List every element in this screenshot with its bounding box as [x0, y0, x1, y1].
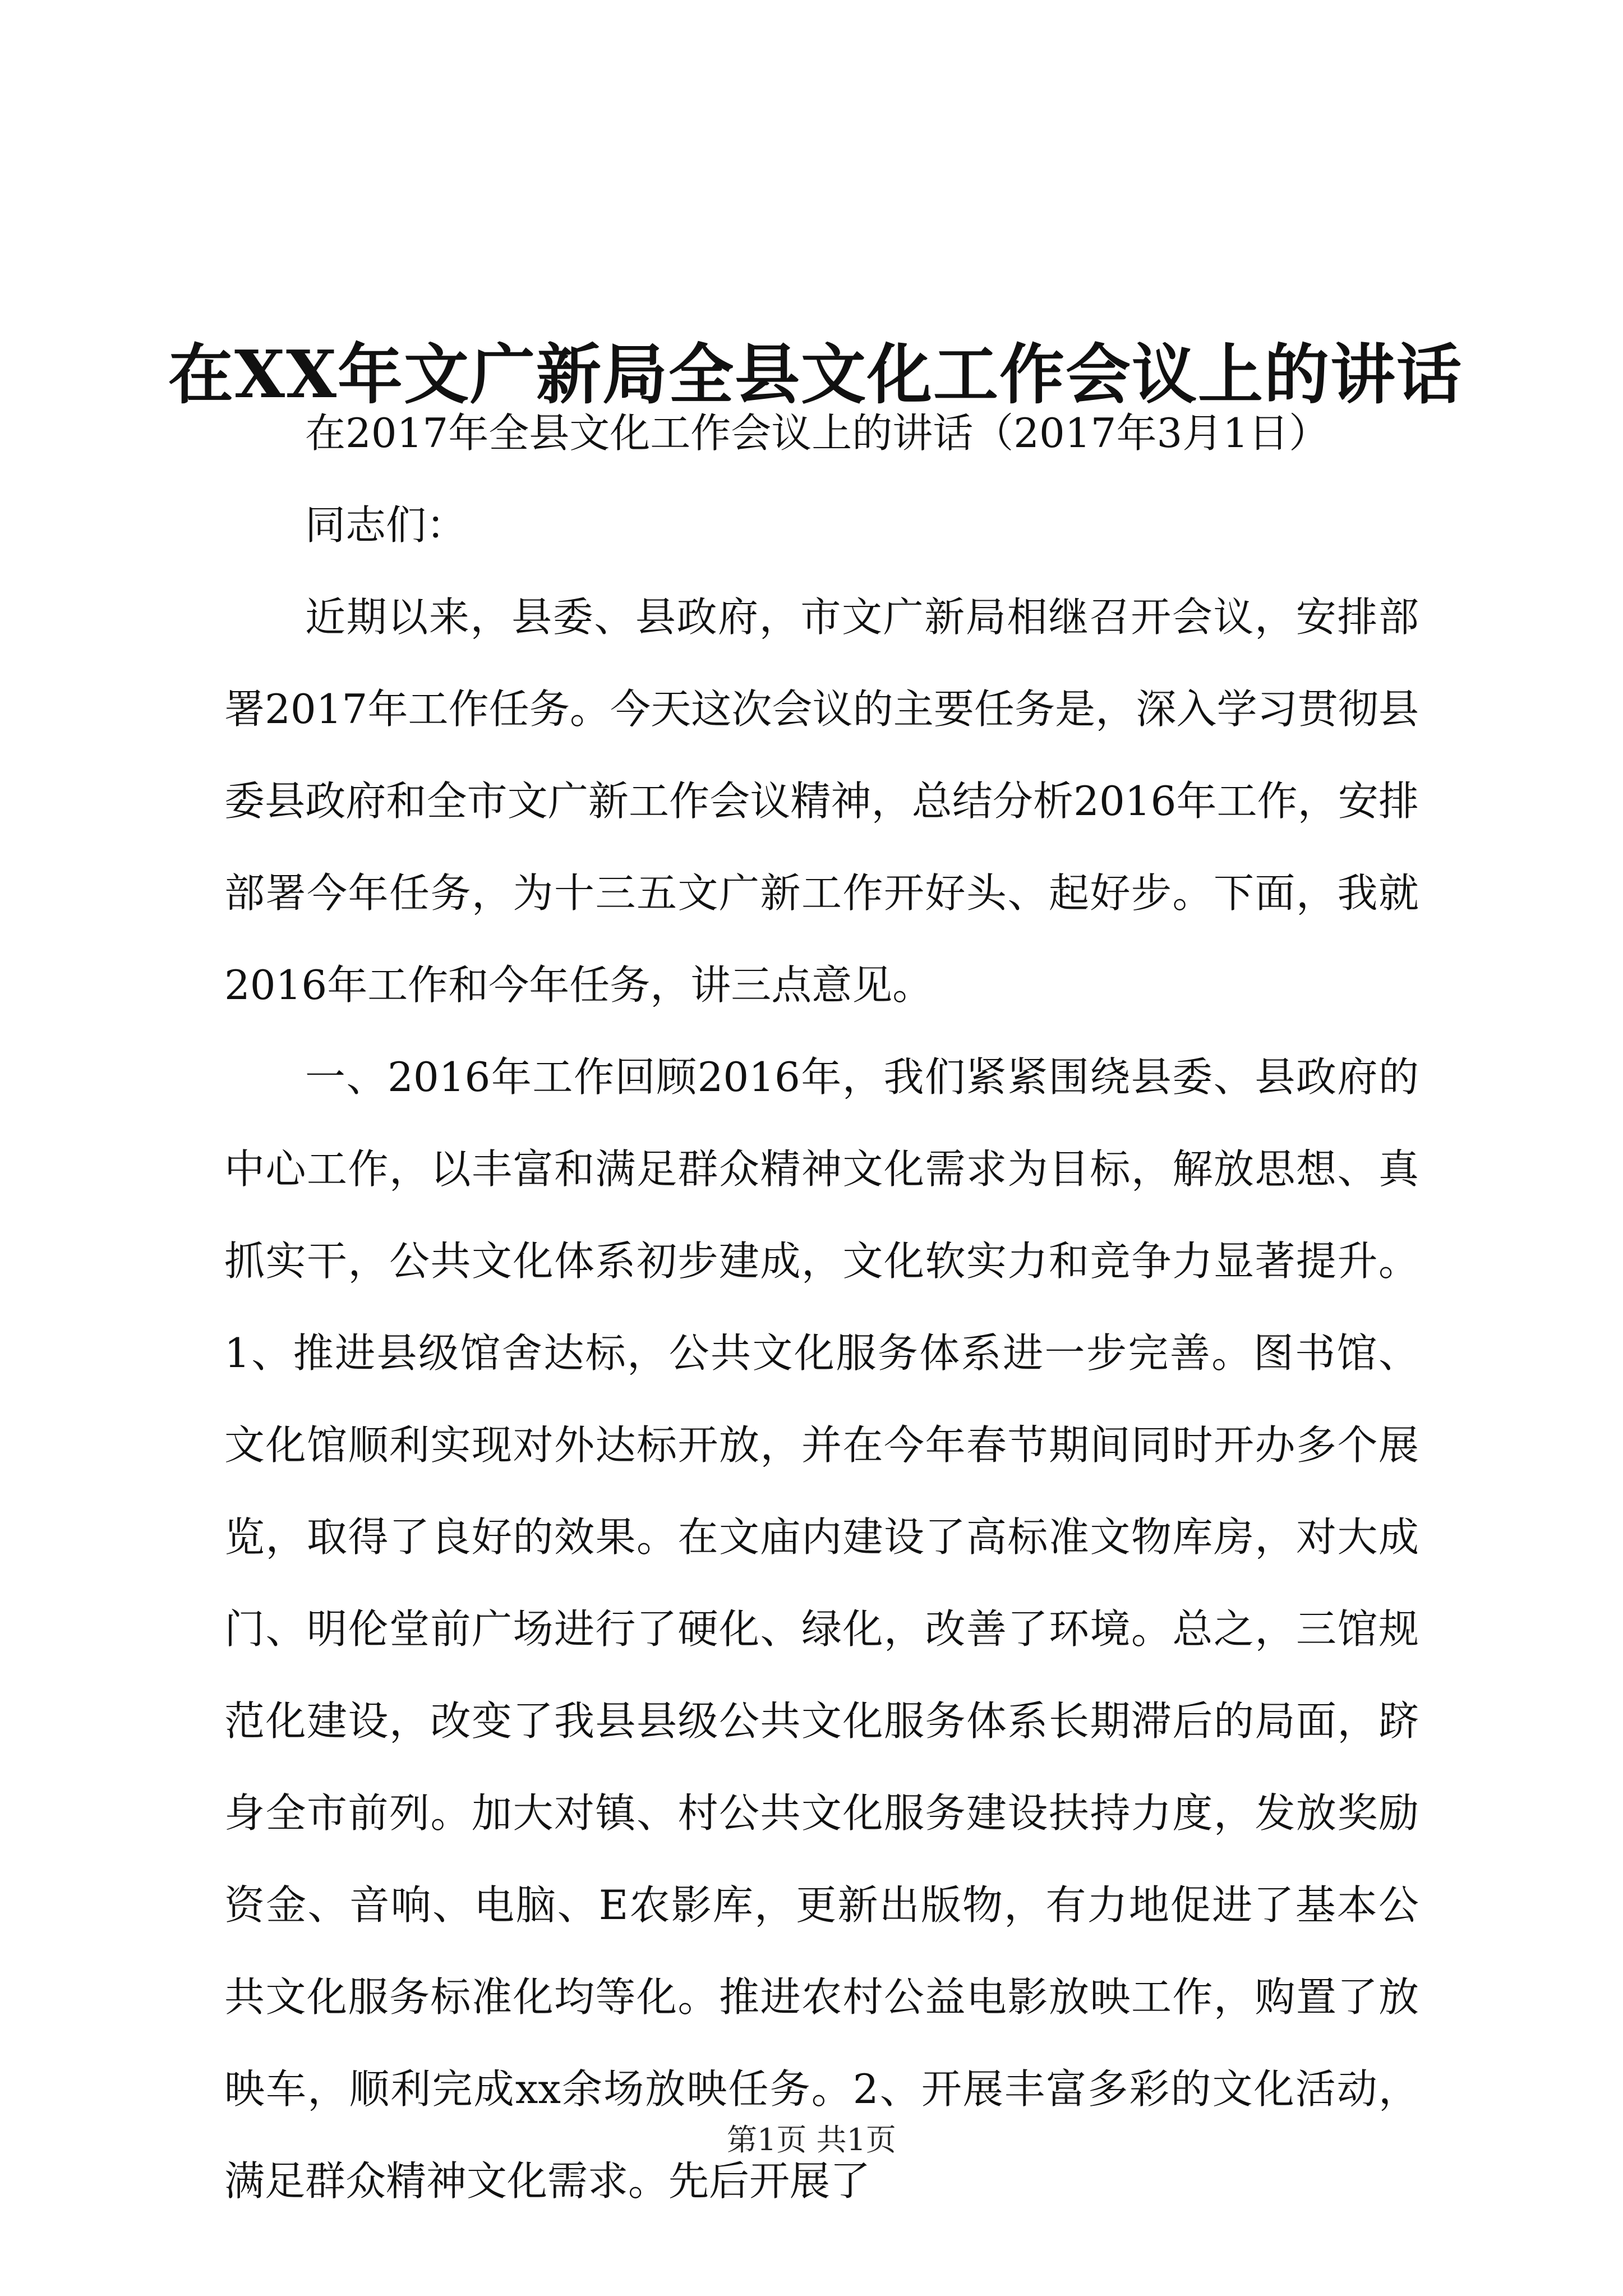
- salutation: 同志们：: [305, 501, 467, 549]
- paragraph-review: 一、2016年工作回顾2016年，我们紧紧围绕县委、县政府的中心工作，以丰富和满足群众精神文化需求为目标，解放思想、真抓实干，公共文化体系初步建成，文化软实力和竞争力显著提升。1、推进县级馆舍达标，公共文化服务体系进一步完善。图书馆、文化馆顺利实现对外达标开放，并在今年春节期间同时开办多个展览，取得了良好的效果。在文庙内建设了高标准文物库房，对大成门、明伦堂前广场进行了硬化、绿化，改善了环境。总之，三馆规范化建设，改变了我县县级公共文化服务体系长期滞后的局面，跻身全市前列。加大对镇、村公共文化服务建设扶持力度，发放奖励资金、音响、电脑、E农影库，更新出版物，有力地促进了基本公共文化服务标准化均等化。推进农村公益电影放映工作，购置了放映车，顺利完成xx余场放映任务。2、开展丰富多彩的文化活动，满足群众精神文化需求。先后开展了: [224, 1053, 1419, 2205]
- speech-subtitle: 在2017年全县文化工作会议上的讲话（2017年3月1日）: [305, 409, 1330, 457]
- paragraph-intro: 近期以来，县委、县政府，市文广新局相继召开会议，安排部署2017年工作任务。今天这次会议的主要任务是，深入学习贯彻县委县政府和全市文广新工作会议精神，总结分析2016年工作，安排部署今年任务，为十三五文广新工作开好头、起好步。下面，我就2016年工作和今年任务，讲三点意见。: [224, 593, 1419, 1009]
- document-body: [224, 387, 1419, 2227]
- document-title: 在XX年文广新局全县文化工作会议上的讲话: [168, 336, 1463, 413]
- page-footer: 第1页 共1页: [727, 2122, 896, 2157]
